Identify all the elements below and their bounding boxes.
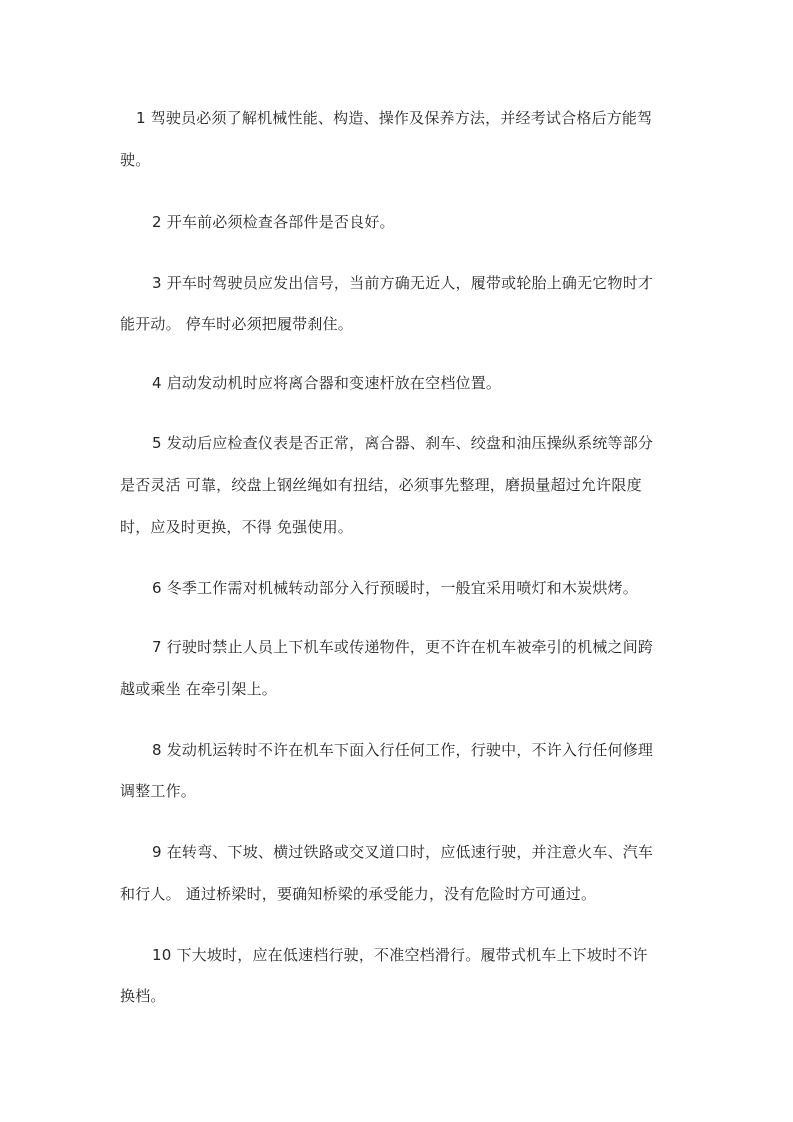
paragraph-9-line-1: 9 在转弯、下坡、横过铁路或交叉道口时，应低速行驶，并注意火车、汽车 bbox=[152, 843, 654, 861]
paragraph-1-line-2: 驶。 bbox=[120, 151, 151, 169]
paragraph-5-line-2: 是否灵活 可靠，绞盘上钢丝绳如有扭结，必须事先整理，磨损量超过允许限度 bbox=[120, 476, 642, 494]
paragraph-9-line-2: 和行人。 通过桥梁时，要确知桥梁的承受能力，没有危险时方可通过。 bbox=[120, 885, 597, 903]
paragraph-1-line-1: 1 驾驶员必须了解机械性能、构造、操作及保养方法，并经考试合格后方能驾 bbox=[136, 109, 653, 127]
paragraph-4-line-1: 4 启动发动机时应将离合器和变速杆放在空档位置。 bbox=[152, 374, 502, 392]
paragraph-2-line-1: 2 开车前必须检查各部件是否良好。 bbox=[152, 213, 395, 231]
paragraph-10-line-2: 换档。 bbox=[120, 987, 166, 1005]
paragraph-6-line-1: 6 冬季工作需对机械转动部分入行预暖时，一般宜采用喷灯和木炭烘烤。 bbox=[152, 579, 638, 597]
paragraph-8-line-2: 调整工作。 bbox=[120, 782, 197, 800]
paragraph-10-line-1: 10 下大坡时，应在低速档行驶，不准空档滑行。履带式机车上下坡时不许 bbox=[152, 946, 648, 964]
paragraph-5-line-1: 5 发动后应检查仪表是否正常，离合器、刹车、绞盘和油压操纵系统等部分 bbox=[152, 434, 654, 452]
paragraph-3-line-2: 能开动。 停车时必须把履带刹住。 bbox=[120, 315, 353, 333]
paragraph-7-line-1: 7 行驶时禁止人员上下机车或传递物件，更不许在机车被牵引的机械之间跨 bbox=[152, 638, 654, 656]
paragraph-3-line-1: 3 开车时驾驶员应发出信号，当前方确无近人，履带或轮胎上确无它物时才 bbox=[152, 274, 654, 292]
paragraph-8-line-1: 8 发动机运转时不许在机车下面入行任何工作，行驶中，不许入行任何修理 bbox=[152, 741, 654, 759]
paragraph-5-line-3: 时，应及时更换，不得 免强使用。 bbox=[120, 518, 353, 536]
paragraph-7-line-2: 越或乘坐 在牵引架上。 bbox=[120, 680, 277, 698]
